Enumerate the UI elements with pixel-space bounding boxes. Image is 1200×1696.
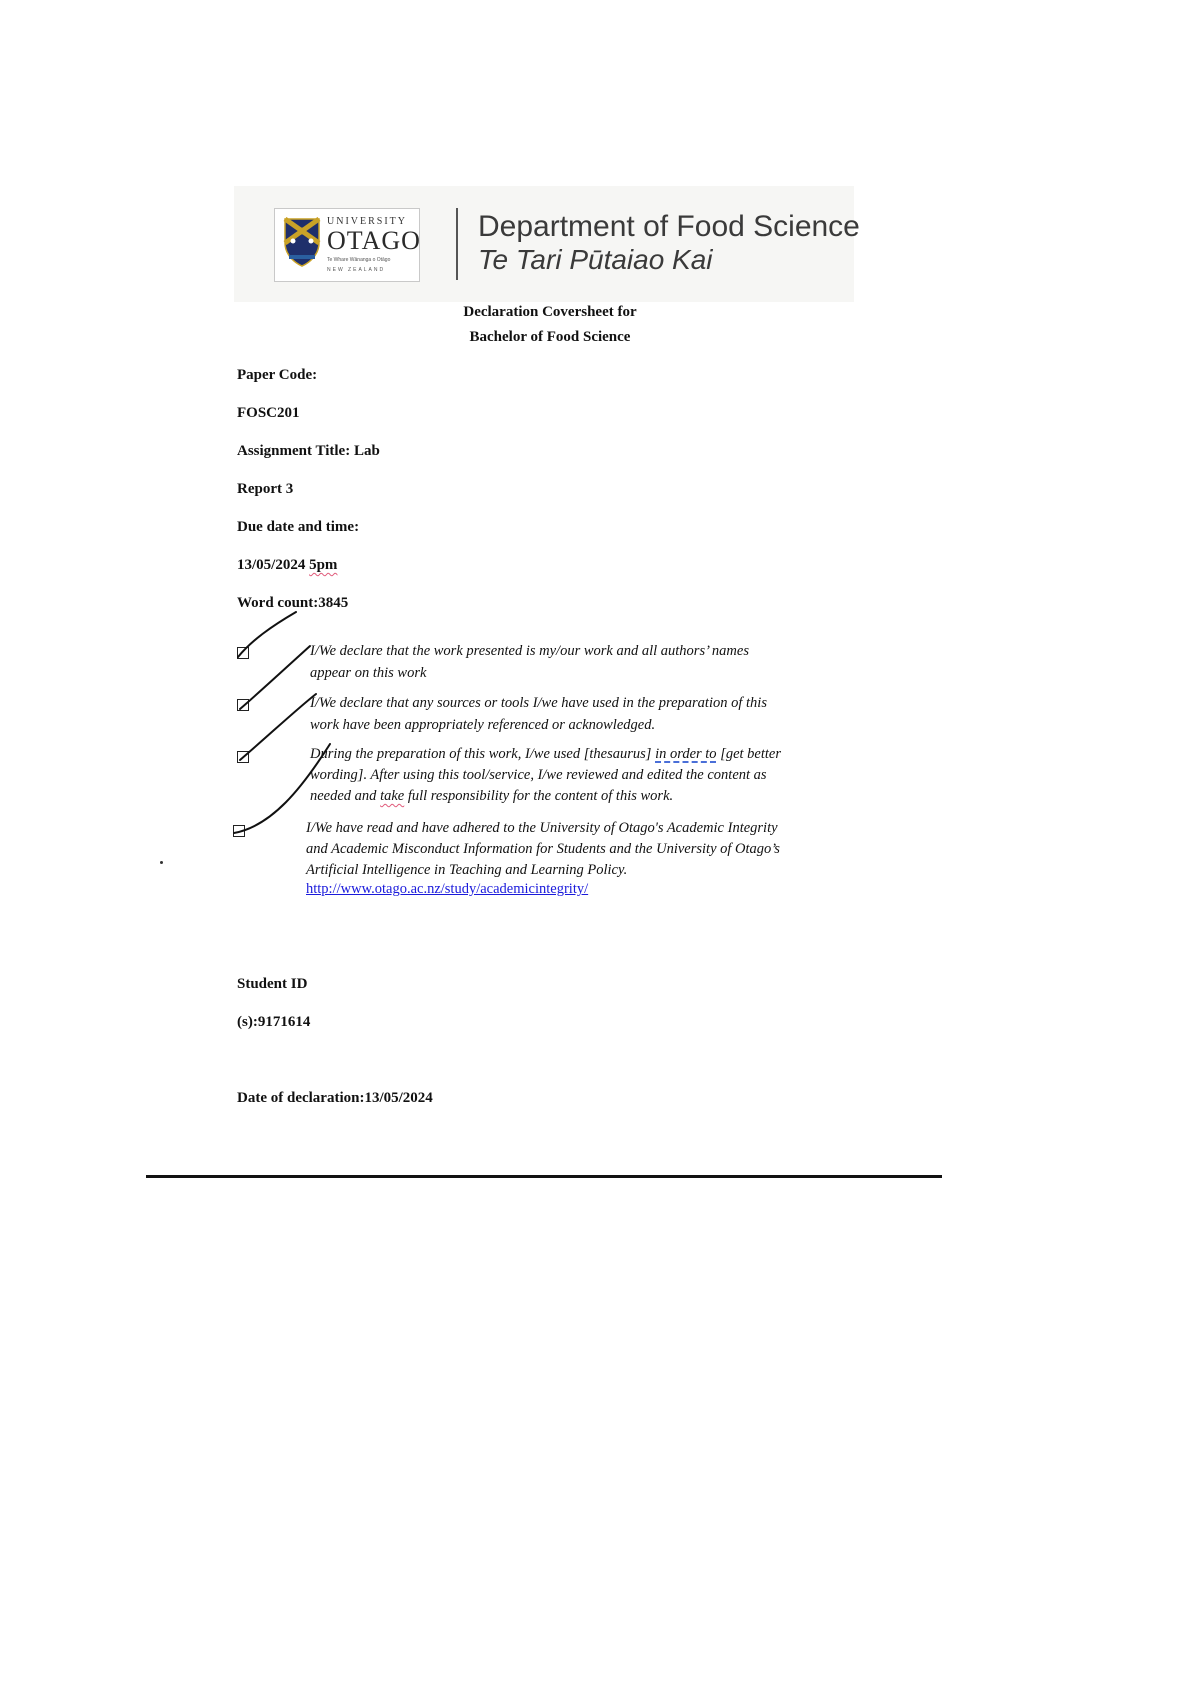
student-id-label: Student ID [237, 976, 308, 992]
logo-otago-text: OTAGO [327, 226, 421, 255]
horizontal-rule [146, 1175, 942, 1178]
crest-icon [283, 217, 321, 267]
declaration-4-line: and Academic Misconduct Information for Students and the University of Otago’s [306, 841, 780, 857]
grammar-flag: in order to [655, 746, 717, 762]
due-time: 5pm [309, 557, 338, 573]
student-id-value: (s):9171614 [237, 1014, 311, 1030]
declaration-1-line: I/We declare that the work presented is my/our work and all authors’ names [310, 643, 749, 659]
paper-code-value: FOSC201 [237, 405, 300, 421]
due-date-label: Due date and time: [237, 519, 360, 535]
declaration-text-4 [306, 818, 780, 897]
declaration-4-line: Artificial Intelligence in Teaching and Learning Policy. [306, 862, 628, 878]
declaration-2-line: I/We declare that any sources or tools I/we have used in the preparation of this [310, 695, 767, 711]
document-title-line1: Declaration Coversheet for [463, 304, 637, 320]
declaration-checkbox-4[interactable] [233, 825, 245, 837]
due-date-value [237, 557, 337, 574]
declaration-date: Date of declaration:13/05/2024 [237, 1090, 433, 1106]
university-logo [274, 208, 420, 282]
banner-divider [456, 208, 458, 280]
due-date: 13/05/2024 [237, 557, 306, 573]
declaration-3-line [310, 744, 781, 765]
declaration-checkbox-3[interactable] [237, 751, 249, 763]
declaration-1-line: appear on this work [310, 665, 427, 681]
document-title-line2: Bachelor of Food Science [469, 329, 631, 345]
declaration-checkbox-2[interactable] [237, 699, 249, 711]
assignment-title-line2: Report 3 [237, 481, 294, 497]
declaration-3-line: wording]. After using this tool/service, I/we reviewed and edited the content as [310, 767, 767, 783]
logo-university-text: UNIVERSITY [327, 216, 407, 227]
declaration-text-1 [310, 640, 749, 684]
declaration-2-line: work have been appropriately referenced or acknowledged. [310, 717, 656, 733]
academic-integrity-link[interactable]: http://www.otago.ac.nz/study/academicintegrity/ [306, 881, 589, 897]
logo-country-text: NEW ZEALAND [327, 267, 386, 273]
spelling-flag: take [380, 788, 405, 804]
header-banner [234, 186, 860, 302]
stray-mark [160, 861, 163, 864]
declaration-3-text: needed and [310, 788, 381, 804]
declaration-3-line [310, 786, 781, 807]
department-name: Department of Food Science [478, 210, 860, 243]
declaration-3-text: [get better [716, 746, 781, 762]
logo-maori-text: Te Whare Wānanga o Otāgo [327, 257, 391, 263]
assignment-title-line1: Assignment Title: Lab [237, 443, 380, 459]
declaration-text-3 [310, 744, 781, 807]
declaration-text-2 [310, 692, 767, 736]
department-maori-name: Te Tari Pūtaiao Kai [478, 244, 713, 275]
declaration-3-text: During the preparation of this work, I/we used [thesaurus] [310, 746, 656, 762]
declaration-checkbox-1[interactable] [237, 647, 249, 659]
word-count: Word count:3845 [237, 595, 349, 611]
declaration-3-text: full responsibility for the content of this work. [404, 788, 674, 804]
paper-code-label: Paper Code: [237, 367, 318, 383]
declaration-4-line: I/We have read and have adhered to the University of Otago's Academic Integrity [306, 820, 778, 836]
